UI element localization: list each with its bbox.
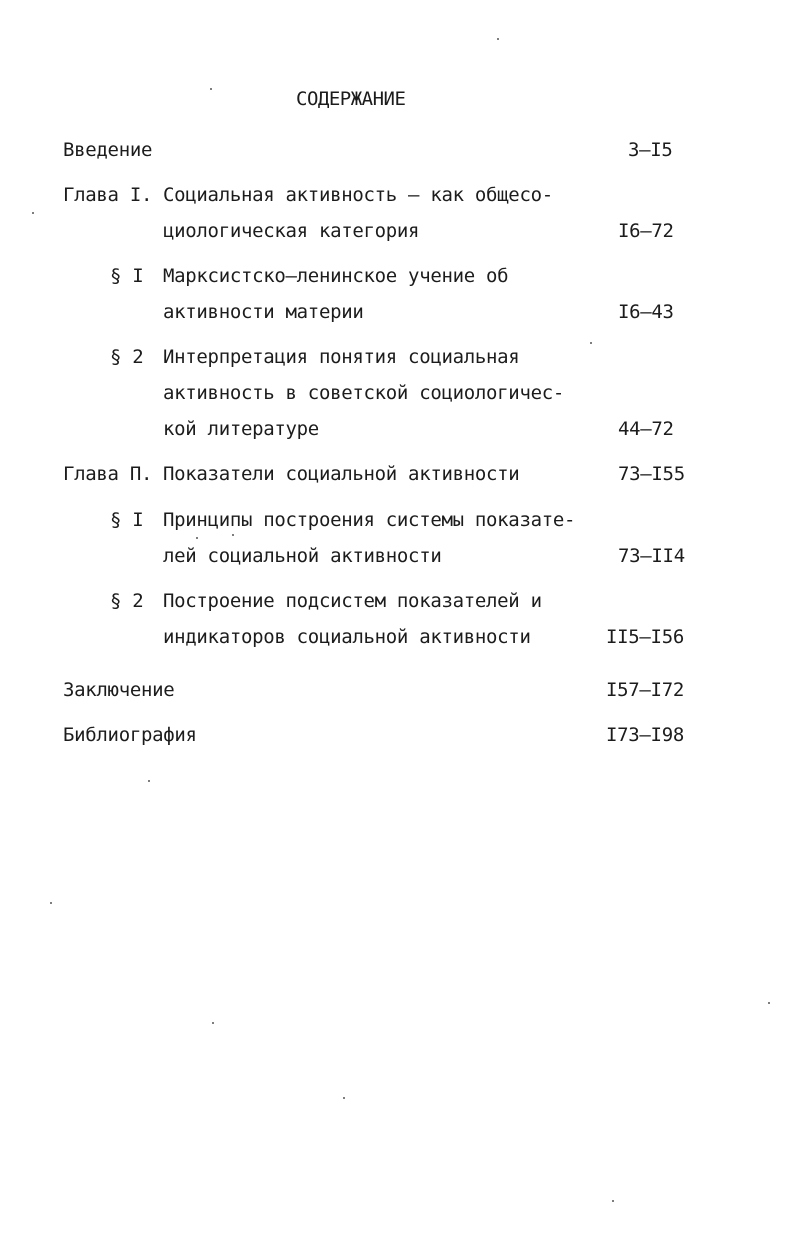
toc-ch2-line1: Показатели социальной активности — [163, 463, 520, 485]
toc-ch1-s2-pages: 44–72 — [618, 418, 674, 440]
toc-ch1-s2-line3: кой литературе — [163, 418, 319, 440]
toc-ch1-s2-prefix: § 2 — [110, 346, 144, 368]
toc-ch2-s1-line2: лей социальной активности — [163, 545, 442, 567]
toc-ch1-s1-line2: активности материи — [163, 301, 364, 323]
toc-ch2-prefix: Глава П. — [63, 463, 153, 485]
toc-ch1-s1-line1: Марксистско–ленинское учение об — [163, 265, 509, 287]
toc-ch2-s2-pages: II5–I56 — [606, 626, 684, 648]
toc-conclusion-pages: I57–I72 — [606, 679, 684, 701]
toc-ch1-s2-line2: активность в советской социологичес- — [163, 382, 565, 404]
toc-ch1-s1-pages: I6–43 — [618, 301, 674, 323]
scan-speck — [32, 212, 34, 214]
toc-bibliography-label: Библиография — [63, 724, 197, 746]
toc-ch1-s2-line1: Интерпретация понятия социальная — [163, 346, 520, 368]
toc-ch2-s2-line1: Построение подсистем показателей и — [163, 590, 542, 612]
page-title: СОДЕРЖАНИЕ — [296, 88, 406, 110]
scan-speck — [343, 1097, 345, 1099]
scan-speck — [212, 1022, 214, 1024]
toc-bibliography-pages: I73–I98 — [606, 724, 684, 746]
toc-ch2-s2-prefix: § 2 — [110, 590, 144, 612]
scan-speck — [232, 534, 234, 536]
toc-ch2-s2-line2: индикаторов социальной активности — [163, 626, 531, 648]
toc-ch1-prefix: Глава I. — [63, 184, 153, 206]
scan-speck — [590, 342, 592, 344]
toc-ch2-s1-line1: Принципы построения системы показате- — [163, 509, 576, 531]
scan-speck — [210, 88, 212, 90]
toc-intro-pages: 3–I5 — [628, 139, 673, 161]
toc-ch2-pages: 73–I55 — [618, 463, 685, 485]
toc-ch2-s1-pages: 73–II4 — [618, 545, 685, 567]
toc-ch1-line2: циологическая категория — [163, 220, 420, 242]
scan-speck — [612, 1200, 614, 1202]
scan-speck — [148, 780, 150, 782]
scan-speck — [50, 902, 52, 904]
scan-speck — [768, 1002, 770, 1004]
toc-ch1-pages: I6–72 — [618, 220, 674, 242]
toc-ch2-s1-prefix: § I — [110, 509, 144, 531]
scan-speck — [196, 537, 198, 539]
toc-ch1-s1-prefix: § I — [110, 265, 144, 287]
scan-speck — [497, 38, 499, 40]
toc-conclusion-label: Заключение — [63, 679, 175, 701]
toc-intro-label: Введение — [63, 139, 153, 161]
toc-ch1-line1: Социальная активность – как общесо- — [163, 184, 553, 206]
